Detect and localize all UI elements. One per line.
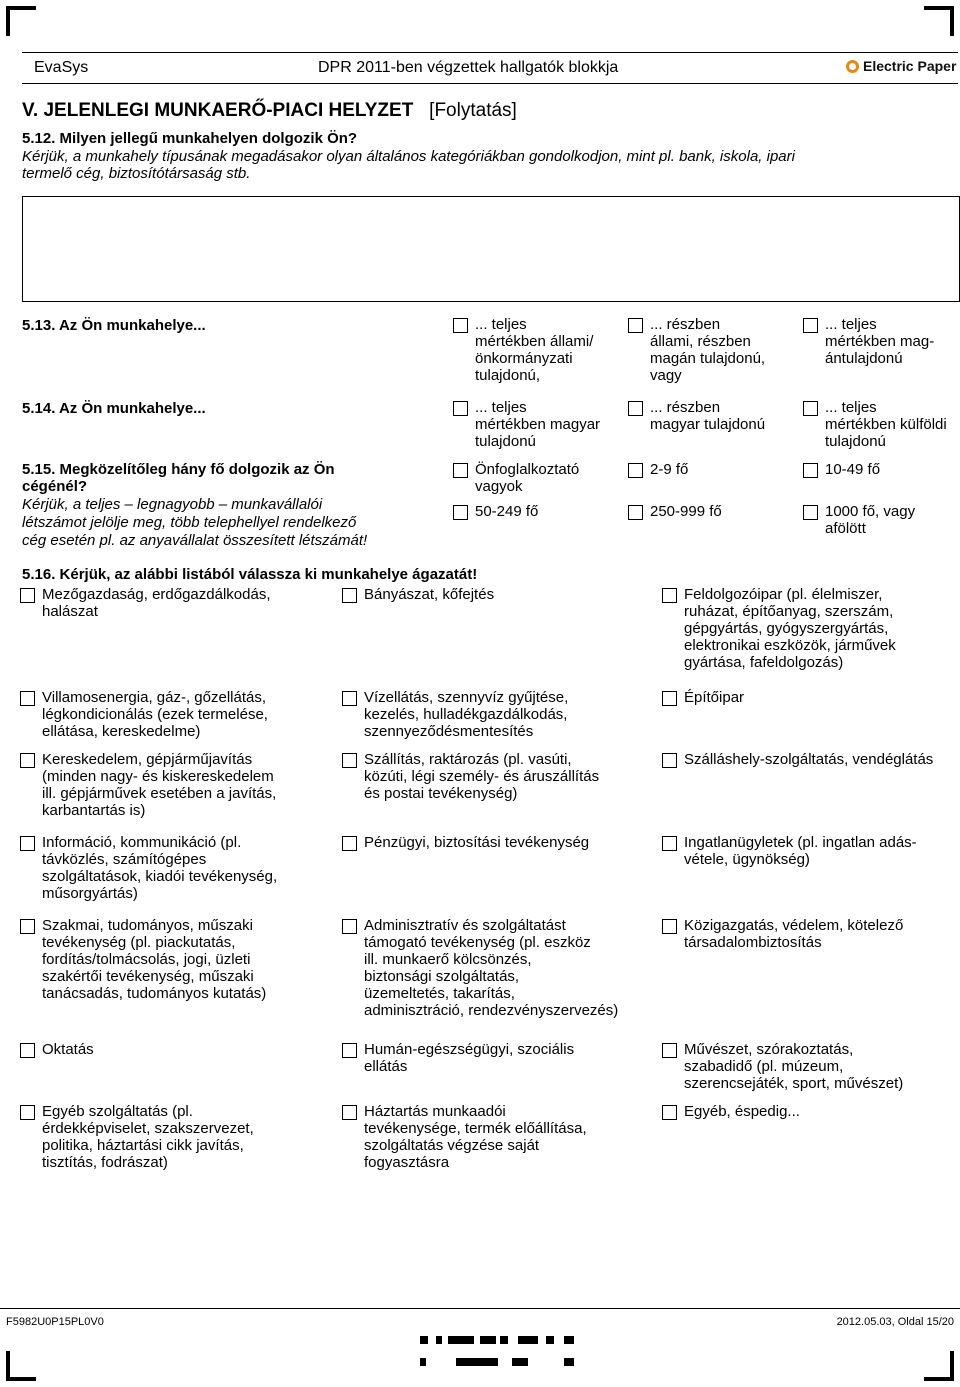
barcode-bar	[518, 1336, 538, 1344]
q516-option-label-line: vétele, ügynökség)	[684, 851, 810, 868]
barcode-bar	[420, 1336, 428, 1344]
q516-option-label-line: távközlés, számítógépes	[42, 851, 207, 868]
q514-option-label-line: magyar tulajdonú	[650, 416, 766, 433]
q516-option-label-line: Pénzügyi, biztosítási tevékenység	[364, 834, 590, 851]
q516-option-label-line: tisztítás, fodrászat)	[42, 1154, 168, 1171]
q516-option-label-13	[42, 917, 266, 1002]
q515-option-label-line: 1000 fő, vagy	[825, 503, 916, 520]
q516-option-label-line: Egyéb szolgáltatás (pl.	[42, 1103, 193, 1120]
barcode-bar	[456, 1358, 498, 1366]
q513-option-label-line: mértékben állami/	[475, 333, 594, 350]
q516-option-label-line: politika, háztartási cikk javítás,	[42, 1137, 244, 1154]
q516-option-label-12	[684, 834, 917, 868]
q514-option-label-line: tulajdonú	[825, 433, 886, 450]
q516-option-checkbox-21[interactable]	[662, 1105, 677, 1120]
q516-option-label-line: ellátás	[364, 1058, 408, 1075]
q516-option-checkbox-9[interactable]	[662, 753, 677, 768]
q512-answer-field[interactable]	[22, 196, 960, 302]
q516-option-label-line: fordítás/tolmácsolás, jogi, üzleti	[42, 951, 251, 968]
corner-mark-top-right	[924, 6, 954, 36]
q513-option-checkbox-2[interactable]	[628, 318, 643, 333]
q513-option-checkbox-1[interactable]	[453, 318, 468, 333]
q516-option-label-1	[42, 586, 271, 620]
q516-option-label-line: Mezőgazdaság, erdőgazdálkodás,	[42, 586, 271, 603]
q516-option-label-line: ruházat, építőanyag, szerszám,	[684, 603, 894, 620]
q514-title: 5.14. Az Ön munkahelye...	[22, 400, 206, 417]
q516-option-label-line: szolgáltatások, kiadói tevékenység,	[42, 868, 278, 885]
q516-option-label-line: szakértői tevékenység, műszaki	[42, 968, 254, 985]
q513-option-label-line: ... részben	[650, 316, 721, 333]
q516-option-label-line: Humán-egészségügyi, szociális	[364, 1041, 575, 1058]
q515-option-checkbox-1[interactable]	[453, 463, 468, 478]
q512-title: 5.12. Milyen jellegű munkahelyen dolgozik Ön?	[22, 130, 358, 147]
barcode-bar	[564, 1336, 574, 1344]
q516-option-label-line: tevékenység (pl. piackutatás,	[42, 934, 236, 951]
q516-option-checkbox-4[interactable]	[20, 691, 35, 706]
q516-option-checkbox-12[interactable]	[662, 836, 677, 851]
q513-option-label-2	[650, 316, 765, 384]
q516-option-label-line: műsorgyártás)	[42, 885, 138, 902]
q514-option-label-line: ... részben	[650, 399, 721, 416]
q515-option-checkbox-6[interactable]	[803, 505, 818, 520]
q516-option-label-line: szolgáltatás végzése saját	[364, 1137, 540, 1154]
section-title-sub: [Folytatás]	[429, 100, 517, 121]
q516-option-label-9	[684, 751, 933, 768]
q515-option-label-line: 50-249 fő	[475, 503, 539, 520]
q516-option-label-line: Szállítás, raktározás (pl. vasúti,	[364, 751, 572, 768]
q512-instruction-1: Kérjük, a munkahely típusának megadásakor olyan általános kategóriákban gondolkodjon, mint pl. bank, iskola, ipari	[22, 148, 795, 165]
q516-option-label-line: (minden nagy- és kiskereskedelem	[42, 768, 274, 785]
q514-option-checkbox-3[interactable]	[803, 401, 818, 416]
q516-option-label-line: Művészet, szórakoztatás,	[684, 1041, 854, 1058]
q514-option-checkbox-1[interactable]	[453, 401, 468, 416]
q516-option-checkbox-2[interactable]	[342, 588, 357, 603]
q516-option-label-line: támogató tevékenység (pl. eszköz	[364, 934, 591, 951]
q513-title: 5.13. Az Ön munkahelye...	[22, 317, 206, 334]
q516-option-label-line: fogyasztásra	[364, 1154, 450, 1171]
q516-option-label-line: Információ, kommunikáció (pl.	[42, 834, 242, 851]
q516-option-label-line: Vízellátás, szennyvíz gyűjtése,	[364, 689, 569, 706]
q516-option-label-11	[364, 834, 589, 851]
footer-page-info: 2012.05.03, Oldal 15/20	[836, 1316, 954, 1328]
q516-option-label-line: ellátása, kereskedelme)	[42, 723, 201, 740]
section-title-main: V. JELENLEGI MUNKAERŐ-PIACI HELYZET	[22, 100, 414, 121]
q516-option-checkbox-1[interactable]	[20, 588, 35, 603]
q516-option-checkbox-14[interactable]	[342, 919, 357, 934]
q516-option-label-4	[42, 689, 268, 740]
q513-option-label-line: mértékben mag-	[825, 333, 935, 350]
barcode-bar	[480, 1336, 496, 1344]
q513-option-label-line: önkormányzati	[475, 350, 573, 367]
q516-option-label-line: halászat	[42, 603, 98, 620]
q513-option-label-line: magán tulajdonú,	[650, 350, 766, 367]
q515-option-label-2	[650, 461, 688, 478]
q515-option-label-5	[650, 503, 722, 520]
footer-divider	[0, 1308, 960, 1309]
q514-option-checkbox-2[interactable]	[628, 401, 643, 416]
q516-option-label-line: Oktatás	[42, 1041, 94, 1058]
q516-option-label-line: ill. gépjárművek esetében a javítás,	[42, 785, 277, 802]
corner-mark-top-left	[6, 6, 36, 36]
q513-option-label-1	[475, 316, 593, 384]
q516-option-label-5	[364, 689, 568, 740]
q515-instruction-1: Kérjük, a teljes – legnagyobb – munkavállalói	[22, 496, 323, 513]
q516-option-checkbox-3[interactable]	[662, 588, 677, 603]
q515-instruction-2: létszámot jelölje meg, több telephellyel rendelkező	[22, 514, 357, 531]
q515-option-label-line: vagyok	[475, 478, 523, 495]
q515-title-1: 5.15. Megközelítőleg hány fő dolgozik az Ön	[22, 461, 335, 478]
barcode-bar	[500, 1336, 508, 1344]
q516-option-label-8	[364, 751, 599, 802]
q515-option-label-3	[825, 461, 880, 478]
q515-title-2: cégénél?	[22, 478, 88, 495]
q516-option-label-line: szennyeződésmentesítés	[364, 723, 534, 740]
q514-option-label-3	[825, 399, 947, 450]
q516-option-checkbox-8[interactable]	[342, 753, 357, 768]
q516-option-label-line: gépgyártás, gyógyszergyártás,	[684, 620, 889, 637]
q516-title: 5.16. Kérjük, az alábbi listából válassza ki munkahelye ágazatát!	[22, 566, 478, 583]
q516-option-label-line: Villamosenergia, gáz-, gőzellátás,	[42, 689, 267, 706]
corner-mark-bottom-left	[6, 1351, 36, 1381]
q516-option-label-line: Kereskedelem, gépjárműjavítás	[42, 751, 253, 768]
logo-text: Electric Paper	[863, 58, 957, 74]
q516-option-label-line: üzemeltetés, takarítás,	[364, 985, 515, 1002]
q516-option-label-line: Építőipar	[684, 689, 745, 706]
q516-option-label-2	[364, 586, 494, 603]
q516-option-checkbox-7[interactable]	[20, 753, 35, 768]
electric-paper-logo	[846, 58, 956, 74]
q516-option-label-line: ill. munkaerő kölcsönzés,	[364, 951, 532, 968]
q515-option-label-line: 250-999 fő	[650, 503, 722, 520]
barcode-bar	[546, 1336, 554, 1344]
q516-option-checkbox-6[interactable]	[662, 691, 677, 706]
q514-option-label-line: mértékben külföldi	[825, 416, 947, 433]
q515-option-label-line: 2-9 fő	[650, 461, 689, 478]
q516-option-label-17	[364, 1041, 574, 1075]
q513-option-label-line: ... teljes	[475, 316, 527, 333]
logo-icon	[846, 60, 859, 73]
q516-option-label-line: tevékenysége, termék előállítása,	[364, 1120, 587, 1137]
q515-option-label-line: Önfoglalkoztató	[475, 461, 580, 478]
q516-option-label-line: Egyéb, éspedig...	[684, 1103, 800, 1120]
q515-option-checkbox-2[interactable]	[628, 463, 643, 478]
q515-instruction-3: cég esetén pl. az anyavállalat összesített létszámát!	[22, 532, 368, 549]
barcode-bar	[512, 1358, 528, 1366]
q514-option-label-line: ... teljes	[475, 399, 527, 416]
q513-option-label-line: vagy	[650, 367, 682, 384]
q516-option-label-14	[364, 917, 618, 1019]
q516-option-label-line: és postai tevékenység)	[364, 785, 518, 802]
q515-option-checkbox-4[interactable]	[453, 505, 468, 520]
q513-option-label-line: állami, részben	[650, 333, 751, 350]
section-title	[22, 100, 517, 122]
q516-option-label-21	[684, 1103, 800, 1120]
q516-option-checkbox-5[interactable]	[342, 691, 357, 706]
q516-option-label-line: Szakmai, tudományos, műszaki	[42, 917, 253, 934]
q516-option-label-line: közúti, légi személy- és áruszállítás	[364, 768, 600, 785]
q516-option-label-line: társadalombiztosítás	[684, 934, 822, 951]
corner-mark-bottom-right	[924, 1351, 954, 1381]
q516-option-label-line: tanácsadás, tudományos kutatás)	[42, 985, 267, 1002]
q515-option-label-4	[475, 503, 538, 520]
q513-option-checkbox-3[interactable]	[803, 318, 818, 333]
q516-option-checkbox-17[interactable]	[342, 1043, 357, 1058]
q516-option-label-line: Feldolgozóipar (pl. élelmiszer,	[684, 586, 883, 603]
q513-option-label-line: ... teljes	[825, 316, 877, 333]
q516-option-label-16	[42, 1041, 94, 1058]
q516-option-label-6	[684, 689, 744, 706]
q513-option-label-3	[825, 316, 934, 367]
q516-option-label-line: Adminisztratív és szolgáltatást	[364, 917, 566, 934]
header-app: EvaSys	[34, 59, 89, 76]
q516-option-label-line: Háztartás munkaadói	[364, 1103, 506, 1120]
q515-option-checkbox-5[interactable]	[628, 505, 643, 520]
q516-option-label-line: Bányászat, kőfejtés	[364, 586, 495, 603]
q516-option-label-line: kezelés, hulladékgazdálkodás,	[364, 706, 568, 723]
q516-option-label-line: Ingatlanügyletek (pl. ingatlan adás-	[684, 834, 917, 851]
barcode-bar	[420, 1358, 426, 1366]
q514-option-label-line: tulajdonú	[475, 433, 536, 450]
barcode-bar	[436, 1336, 442, 1344]
q516-option-label-15	[684, 917, 903, 951]
q515-option-label-1	[475, 461, 579, 495]
q515-option-checkbox-3[interactable]	[803, 463, 818, 478]
q513-option-label-line: ántulajdonú	[825, 350, 903, 367]
q516-option-label-line: Közigazgatás, védelem, kötelező	[684, 917, 904, 934]
q516-option-label-19	[42, 1103, 254, 1171]
q516-option-checkbox-11[interactable]	[342, 836, 357, 851]
q516-option-checkbox-16[interactable]	[20, 1043, 35, 1058]
q516-option-label-line: biztonsági szolgáltatás,	[364, 968, 520, 985]
q516-option-label-line: adminisztráció, rendezvényszervezés)	[364, 1002, 619, 1019]
q516-option-checkbox-19[interactable]	[20, 1105, 35, 1120]
q516-option-checkbox-18[interactable]	[662, 1043, 677, 1058]
q516-option-checkbox-20[interactable]	[342, 1105, 357, 1120]
q516-option-checkbox-15[interactable]	[662, 919, 677, 934]
q516-option-label-line: gyártása, fafeldolgozás)	[684, 654, 844, 671]
q515-option-label-line: 10-49 fő	[825, 461, 881, 478]
header-title: DPR 2011-ben végzettek hallgatók blokkja	[318, 59, 619, 76]
q512-instruction-2: termelő cég, biztosítótársaság stb.	[22, 165, 251, 182]
q516-option-label-line: érdekképviselet, szakszervezet,	[42, 1120, 254, 1137]
q516-option-label-line: elektronikai eszközök, járművek	[684, 637, 896, 654]
q516-option-checkbox-10[interactable]	[20, 836, 35, 851]
q516-option-label-line: szerencsejáték, sport, művészet)	[684, 1075, 904, 1092]
q516-option-label-10	[42, 834, 277, 902]
q516-option-checkbox-13[interactable]	[20, 919, 35, 934]
q516-option-label-line: karbantartás is)	[42, 802, 146, 819]
barcode-bar	[448, 1336, 474, 1344]
footer-form-code: F5982U0P15PL0V0	[6, 1316, 104, 1328]
q516-option-label-18	[684, 1041, 903, 1092]
barcode-bar	[564, 1358, 574, 1366]
q516-option-label-line: Szálláshely-szolgáltatás, vendéglátás	[684, 751, 934, 768]
q515-option-label-line: afölött	[825, 520, 866, 537]
q516-option-label-7	[42, 751, 276, 819]
q516-option-label-20	[364, 1103, 587, 1171]
q514-option-label-1	[475, 399, 600, 450]
q514-option-label-line: mértékben magyar	[475, 416, 601, 433]
q516-option-label-line: légkondicionálás (ezek termelése,	[42, 706, 268, 723]
q514-option-label-2	[650, 399, 765, 433]
q513-option-label-line: tulajdonú,	[475, 367, 541, 384]
q514-option-label-line: ... teljes	[825, 399, 877, 416]
q516-option-label-line: szabadidő (pl. múzeum,	[684, 1058, 844, 1075]
q516-option-label-3	[684, 586, 896, 671]
q515-option-label-6	[825, 503, 915, 537]
